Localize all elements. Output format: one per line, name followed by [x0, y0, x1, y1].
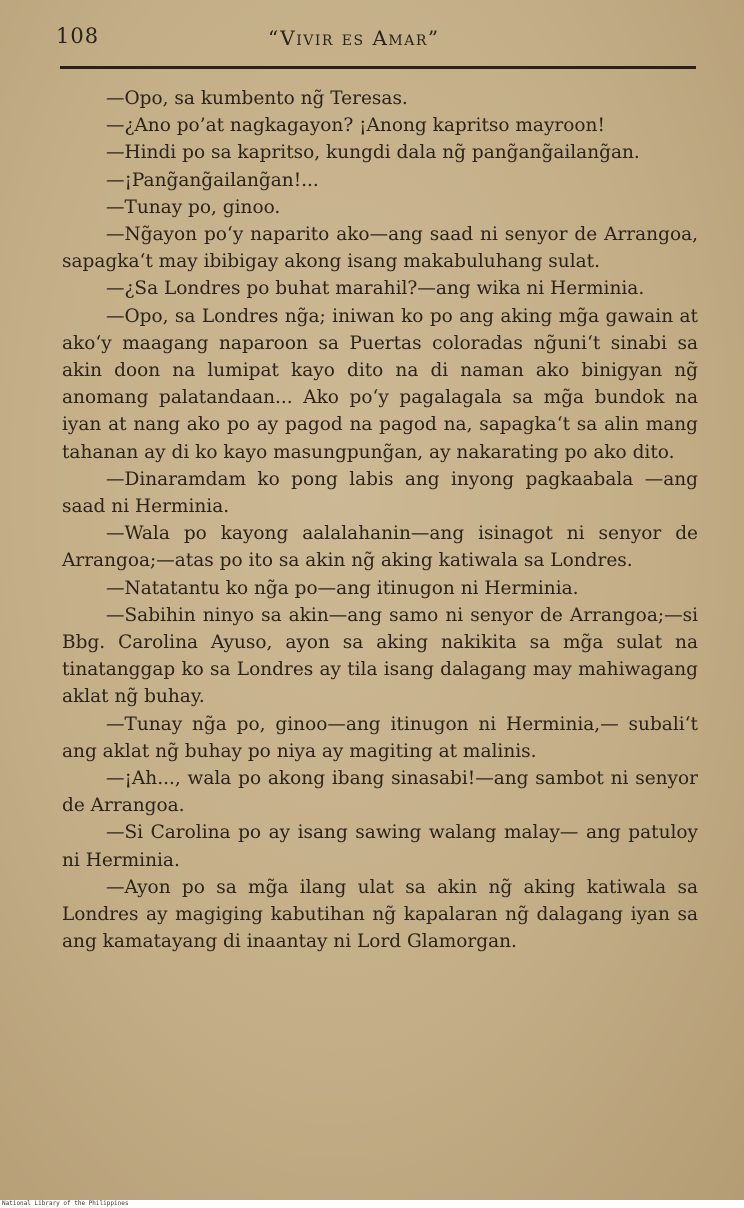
paragraph: —Opo, sa kumbento ng̃ Teresas. — [106, 88, 408, 109]
paragraph: —¡Pang̃ang̃ailang̃an!... — [106, 169, 319, 191]
paragraph: —Wala po kayong aalalahanin—ang isinagot ni senyor de Arrangoa;—atas po ito sa akin ng̃ aking katiwala sa Londres. — [62, 523, 698, 572]
paragraph: —Opo, sa Londres ng̃a; iniwan ko po ang aking mg̃a gawain at ako‘y maagang naparoon sa Puertas coloradas ng̃uni‘t sinabi sa akin doon na lumipat kayo dito na di naman ako binigyan ng̃ anomang palatandaan... Ako po‘y pagalagala sa mg̃a bundok na iyan at nang ako po ay pagod na pagod na, sapagka‘t sa alin mang tahanan ay di ko kayo masungpung̃an, ay nakarating po ako dito. — [62, 305, 698, 463]
paragraph: —Dinaramdam ko pong labis ang inyong pagkaabala —ang saad ni Herminia. — [62, 468, 698, 518]
paragraph: —¡Ah..., wala po akong ibang sinasabi!—ang sambot ni senyor de Arrangoa. — [62, 768, 698, 817]
footer-credit: National Library of the Philippines — [2, 1200, 129, 1207]
paragraph: —¿Ano po’at nagkagayon? ¡Anong kapritso mayroon! — [106, 115, 605, 137]
running-title: “Vivir es Amar” — [268, 26, 440, 50]
page-number: 108 — [56, 24, 100, 48]
paragraph: —Hindi po sa kapritso, kungdi dala ng̃ pang̃ang̃ailang̃an. — [106, 142, 640, 164]
header-rule — [60, 66, 696, 69]
paragraph: —Sabihin ninyo sa akin—ang samo ni senyor de Arrangoa;—si Bbg. Carolina Ayuso, ayon sa aking nakikita sa mg̃a sulat na tinatanggap ko sa Londres ay tila isang dalagang may mahiwagang aklat ng̃ buhay. — [62, 604, 698, 708]
page-header — [56, 24, 696, 54]
paragraph: —Ayon po sa mg̃a ilang ulat sa akin ng̃ aking katiwala sa Londres ay magiging kabutihan ng̃ kapalaran ng̃ dalagang iyan sa ang kamatayang di inaantay ni Lord Glamorgan. — [62, 876, 698, 953]
paragraph: —Natatantu ko ng̃a po—ang itinugon ni Herminia. — [106, 577, 579, 599]
paragraph: —¿Sa Londres po buhat marahil?—ang wika ni Herminia. — [106, 278, 645, 300]
paragraph: —Tunay po, ginoo. — [106, 196, 281, 218]
body-text — [62, 85, 698, 956]
paragraph: —Ng̃ayon po‘y naparito ako—ang saad ni senyor de Arrangoa, sapagka‘t may ibibigay akong isang makabuluhang sulat. — [62, 224, 698, 273]
paragraph: —Si Carolina po ay isang sawing walang malay— ang patuloy ni Herminia. — [62, 822, 698, 871]
paragraph: —Tunay ng̃a po, ginoo—ang itinugon ni Herminia,— subali‘t ang aklat ng̃ buhay po niya ay magiting at malinis. — [62, 713, 698, 762]
